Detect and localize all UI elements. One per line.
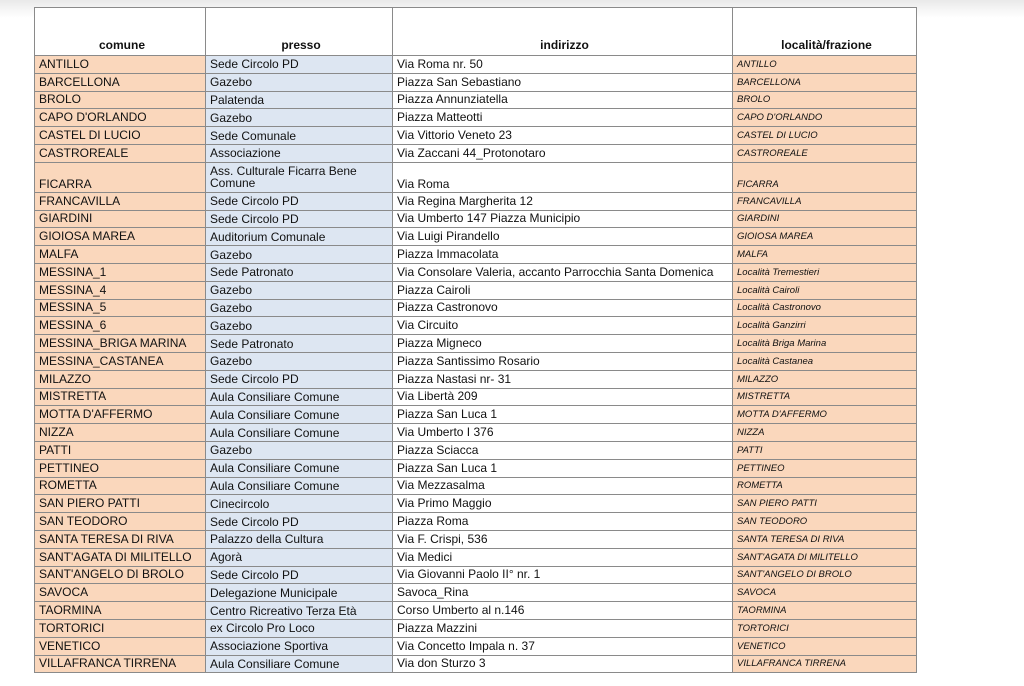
cell-localita: SANTA TERESA DI RIVA [733, 530, 917, 548]
table-row [35, 263, 917, 281]
cell-comune: CAPO D'ORLANDO [35, 109, 206, 127]
cell-presso: Sede Circolo PD [206, 370, 393, 388]
cell-localita: NIZZA [733, 424, 917, 442]
cell-comune: PETTINEO [35, 459, 206, 477]
cell-indirizzo: Via Vittorio Veneto 23 [393, 127, 733, 145]
cell-comune: NIZZA [35, 424, 206, 442]
cell-comune: PATTI [35, 441, 206, 459]
cell-indirizzo: Via Zaccani 44_Protonotaro [393, 144, 733, 162]
table-row [35, 192, 917, 210]
cell-localita: TAORMINA [733, 602, 917, 620]
table-row [35, 109, 917, 127]
cell-localita: GIARDINI [733, 210, 917, 228]
table-row [35, 56, 917, 74]
cell-indirizzo: Via Libertà 209 [393, 388, 733, 406]
table-row [35, 281, 917, 299]
cell-presso: Sede Circolo PD [206, 56, 393, 74]
cell-presso: Sede Comunale [206, 127, 393, 145]
table-header-row [35, 8, 917, 56]
table-row [35, 210, 917, 228]
cell-comune: SANTA TERESA DI RIVA [35, 530, 206, 548]
cell-localita: SAN PIERO PATTI [733, 495, 917, 513]
cell-comune: BROLO [35, 91, 206, 109]
cell-presso: Gazebo [206, 352, 393, 370]
table-row [35, 317, 917, 335]
cell-comune: TAORMINA [35, 602, 206, 620]
cell-localita: FICARRA [733, 162, 917, 192]
cell-indirizzo: Via don Sturzo 3 [393, 655, 733, 673]
cell-comune: SAN TEODORO [35, 513, 206, 531]
cell-comune: SAN PIERO PATTI [35, 495, 206, 513]
cell-localita: Località Cairoli [733, 281, 917, 299]
cell-presso: Gazebo [206, 299, 393, 317]
cell-presso: Gazebo [206, 317, 393, 335]
cell-comune: MESSINA_5 [35, 299, 206, 317]
table-row [35, 424, 917, 442]
table-row [35, 127, 917, 145]
table-row [35, 228, 917, 246]
cell-localita: BROLO [733, 91, 917, 109]
cell-comune: MESSINA_4 [35, 281, 206, 299]
cell-indirizzo: Via Mezzasalma [393, 477, 733, 495]
table-row [35, 441, 917, 459]
cell-indirizzo: Piazza Sciacca [393, 441, 733, 459]
table-row [35, 619, 917, 637]
table-row [35, 602, 917, 620]
cell-comune: MILAZZO [35, 370, 206, 388]
cell-indirizzo: Via Medici [393, 548, 733, 566]
cell-presso: Aula Consiliare Comune [206, 388, 393, 406]
cell-indirizzo: Corso Umberto al n.146 [393, 602, 733, 620]
table-body [35, 56, 917, 673]
cell-indirizzo: Piazza Cairoli [393, 281, 733, 299]
table-row [35, 335, 917, 353]
table-row [35, 459, 917, 477]
table-row [35, 584, 917, 602]
cell-presso: Aula Consiliare Comune [206, 459, 393, 477]
cell-presso: Aula Consiliare Comune [206, 424, 393, 442]
cell-indirizzo: Via Concetto Impala n. 37 [393, 637, 733, 655]
cell-presso: ex Circolo Pro Loco [206, 619, 393, 637]
cell-indirizzo: Via Umberto 147 Piazza Municipio [393, 210, 733, 228]
cell-localita: CAPO D'ORLANDO [733, 109, 917, 127]
cell-localita: SAVOCA [733, 584, 917, 602]
table-row [35, 495, 917, 513]
table-row [35, 162, 917, 192]
cell-presso: Sede Patronato [206, 335, 393, 353]
cell-presso: Gazebo [206, 246, 393, 264]
table-row [35, 299, 917, 317]
cell-comune: TORTORICI [35, 619, 206, 637]
cell-presso: Aula Consiliare Comune [206, 477, 393, 495]
cell-indirizzo: Piazza Migneco [393, 335, 733, 353]
cell-presso: Sede Circolo PD [206, 566, 393, 584]
cell-localita: PETTINEO [733, 459, 917, 477]
cell-localita: MALFA [733, 246, 917, 264]
cell-comune: ANTILLO [35, 56, 206, 74]
cell-comune: FRANCAVILLA [35, 192, 206, 210]
cell-indirizzo: Via F. Crispi, 536 [393, 530, 733, 548]
cell-presso: Gazebo [206, 441, 393, 459]
cell-presso: Gazebo [206, 73, 393, 91]
cell-comune: FICARRA [35, 162, 206, 192]
cell-comune: MOTTA D'AFFERMO [35, 406, 206, 424]
cell-presso: Sede Circolo PD [206, 210, 393, 228]
cell-indirizzo: Piazza Immacolata [393, 246, 733, 264]
cell-indirizzo: Via Circuito [393, 317, 733, 335]
cell-localita: MILAZZO [733, 370, 917, 388]
table-row [35, 477, 917, 495]
cell-localita: ANTILLO [733, 56, 917, 74]
cell-presso: Gazebo [206, 109, 393, 127]
cell-indirizzo: Piazza San Sebastiano [393, 73, 733, 91]
cell-presso: Delegazione Municipale [206, 584, 393, 602]
cell-presso: Centro Ricreativo Terza Età [206, 602, 393, 620]
cell-indirizzo: Piazza Castronovo [393, 299, 733, 317]
cell-localita: SANT'AGATA DI MILITELLO [733, 548, 917, 566]
cell-indirizzo: Piazza San Luca 1 [393, 406, 733, 424]
cell-presso: Associazione [206, 144, 393, 162]
cell-presso: Gazebo [206, 281, 393, 299]
cell-comune: SANT'AGATA DI MILITELLO [35, 548, 206, 566]
table-row [35, 352, 917, 370]
cell-presso: Auditorium Comunale [206, 228, 393, 246]
cell-presso: Sede Circolo PD [206, 513, 393, 531]
cell-comune: ROMETTA [35, 477, 206, 495]
cell-localita: Località Ganzirri [733, 317, 917, 335]
cell-localita: MISTRETTA [733, 388, 917, 406]
cell-localita: SANT'ANGELO DI BROLO [733, 566, 917, 584]
cell-localita: CASTROREALE [733, 144, 917, 162]
cell-comune: GIARDINI [35, 210, 206, 228]
cell-indirizzo: Via Primo Maggio [393, 495, 733, 513]
cell-localita: Località Castronovo [733, 299, 917, 317]
cell-localita: MOTTA D'AFFERMO [733, 406, 917, 424]
cell-localita: TORTORICI [733, 619, 917, 637]
cell-presso: Sede Circolo PD [206, 192, 393, 210]
cell-comune: CASTROREALE [35, 144, 206, 162]
cell-localita: SAN TEODORO [733, 513, 917, 531]
cell-indirizzo: Via Regina Margherita 12 [393, 192, 733, 210]
cell-comune: SANT'ANGELO DI BROLO [35, 566, 206, 584]
table-row [35, 655, 917, 673]
table-row [35, 548, 917, 566]
cell-indirizzo: Via Umberto I 376 [393, 424, 733, 442]
cell-localita: PATTI [733, 441, 917, 459]
header-comune: comune [35, 8, 206, 56]
cell-localita: FRANCAVILLA [733, 192, 917, 210]
locations-table [34, 7, 917, 673]
cell-localita: ROMETTA [733, 477, 917, 495]
cell-indirizzo: Piazza Matteotti [393, 109, 733, 127]
cell-presso: Cinecircolo [206, 495, 393, 513]
cell-indirizzo: Piazza Annunziatella [393, 91, 733, 109]
cell-presso: Aula Consiliare Comune [206, 406, 393, 424]
table-row [35, 513, 917, 531]
cell-comune: MESSINA_1 [35, 263, 206, 281]
cell-localita: Località Tremestieri [733, 263, 917, 281]
cell-indirizzo: Piazza Santissimo Rosario [393, 352, 733, 370]
table-row [35, 73, 917, 91]
cell-comune: MESSINA_6 [35, 317, 206, 335]
cell-indirizzo: Piazza Nastasi nr- 31 [393, 370, 733, 388]
cell-indirizzo: Piazza Roma [393, 513, 733, 531]
cell-indirizzo: Via Giovanni Paolo II° nr. 1 [393, 566, 733, 584]
cell-presso: Palazzo della Cultura [206, 530, 393, 548]
cell-presso: Associazione Sportiva [206, 637, 393, 655]
cell-comune: SAVOCA [35, 584, 206, 602]
cell-indirizzo: Via Consolare Valeria, accanto Parrocchia Santa Domenica [393, 263, 733, 281]
cell-comune: MESSINA_BRIGA MARINA [35, 335, 206, 353]
cell-comune: MALFA [35, 246, 206, 264]
table-row [35, 566, 917, 584]
cell-presso: Agorà [206, 548, 393, 566]
cell-localita: Località Castanea [733, 352, 917, 370]
cell-localita: GIOIOSA MAREA [733, 228, 917, 246]
cell-indirizzo: Via Roma nr. 50 [393, 56, 733, 74]
cell-comune: VILLAFRANCA TIRRENA [35, 655, 206, 673]
cell-presso: Sede Patronato [206, 263, 393, 281]
cell-indirizzo: Via Luigi Pirandello [393, 228, 733, 246]
table-row [35, 388, 917, 406]
header-indirizzo: indirizzo [393, 8, 733, 56]
cell-indirizzo: Via Roma [393, 162, 733, 192]
cell-comune: MESSINA_CASTANEA [35, 352, 206, 370]
table-row [35, 91, 917, 109]
header-localita: località/frazione [733, 8, 917, 56]
cell-indirizzo: Piazza San Luca 1 [393, 459, 733, 477]
cell-indirizzo: Piazza Mazzini [393, 619, 733, 637]
cell-localita: VILLAFRANCA TIRRENA [733, 655, 917, 673]
cell-localita: VENETICO [733, 637, 917, 655]
cell-localita: Località Briga Marina [733, 335, 917, 353]
table-row [35, 406, 917, 424]
cell-indirizzo: Savoca_Rina [393, 584, 733, 602]
cell-presso: Aula Consiliare Comune [206, 655, 393, 673]
table-row [35, 637, 917, 655]
table-row [35, 370, 917, 388]
cell-localita: CASTEL DI LUCIO [733, 127, 917, 145]
cell-comune: VENETICO [35, 637, 206, 655]
cell-presso: Ass. Culturale Ficarra Bene Comune [206, 162, 393, 192]
cell-comune: CASTEL DI LUCIO [35, 127, 206, 145]
header-presso: presso [206, 8, 393, 56]
table-row [35, 144, 917, 162]
cell-localita: BARCELLONA [733, 73, 917, 91]
table-row [35, 246, 917, 264]
table-row [35, 530, 917, 548]
cell-comune: BARCELLONA [35, 73, 206, 91]
cell-comune: GIOIOSA MAREA [35, 228, 206, 246]
cell-comune: MISTRETTA [35, 388, 206, 406]
cell-presso: Palatenda [206, 91, 393, 109]
